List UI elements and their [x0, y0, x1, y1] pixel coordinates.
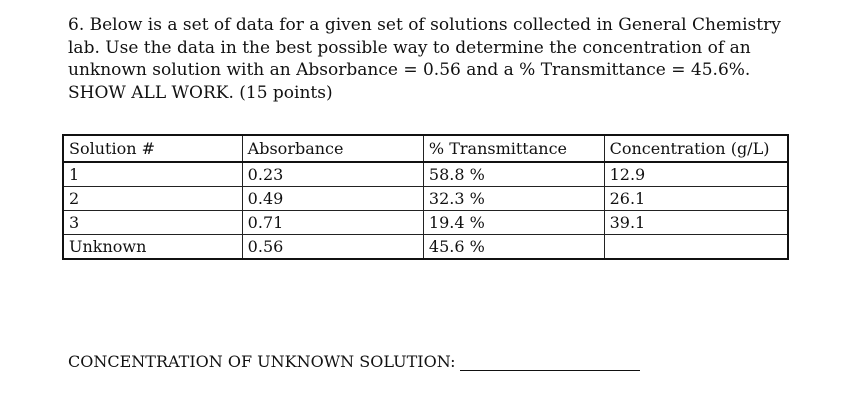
question-text	[68, 14, 788, 104]
cell-absorbance: 0.49	[242, 187, 423, 211]
cell-solution-number: 1	[63, 162, 242, 187]
question-line: SHOW ALL WORK. (15 points)	[68, 82, 333, 103]
header-transmittance: % Transmittance	[423, 135, 604, 162]
cell-concentration: 12.9	[604, 162, 788, 187]
cell-absorbance: 0.23	[242, 162, 423, 187]
cell-absorbance: 0.56	[242, 235, 423, 260]
cell-transmittance: 32.3 %	[423, 187, 604, 211]
cell-concentration: 39.1	[604, 211, 788, 235]
table-row	[63, 211, 788, 235]
table-row	[63, 235, 788, 260]
header-concentration: Concentration (g/L)	[604, 135, 788, 162]
cell-transmittance: 45.6 %	[423, 235, 604, 260]
table-header-row	[63, 135, 788, 162]
cell-solution-number: 2	[63, 187, 242, 211]
cell-transmittance: 19.4 %	[423, 211, 604, 235]
header-solution-number: Solution #	[63, 135, 242, 162]
question-line: unknown solution with an Absorbance = 0.56 and a % Transmittance = 45.6%.	[68, 60, 751, 80]
answer-label: CONCENTRATION OF UNKNOWN SOLUTION:	[68, 352, 456, 371]
table-row	[63, 162, 788, 187]
question-line: 6. Below is a set of data for a given set of solutions collected in General Chemistry	[68, 15, 781, 35]
answer-line	[68, 352, 640, 371]
cell-concentration	[604, 235, 788, 260]
cell-transmittance: 58.8 %	[423, 162, 604, 187]
header-absorbance: Absorbance	[242, 135, 423, 162]
answer-blank	[460, 352, 640, 371]
cell-solution-number: 3	[63, 211, 242, 235]
cell-solution-number: Unknown	[63, 235, 242, 260]
data-table	[62, 134, 789, 260]
question-line: lab. Use the data in the best possible way to determine the concentration of an	[68, 37, 751, 58]
cell-absorbance: 0.71	[242, 211, 423, 235]
table-row	[63, 187, 788, 211]
cell-concentration: 26.1	[604, 187, 788, 211]
